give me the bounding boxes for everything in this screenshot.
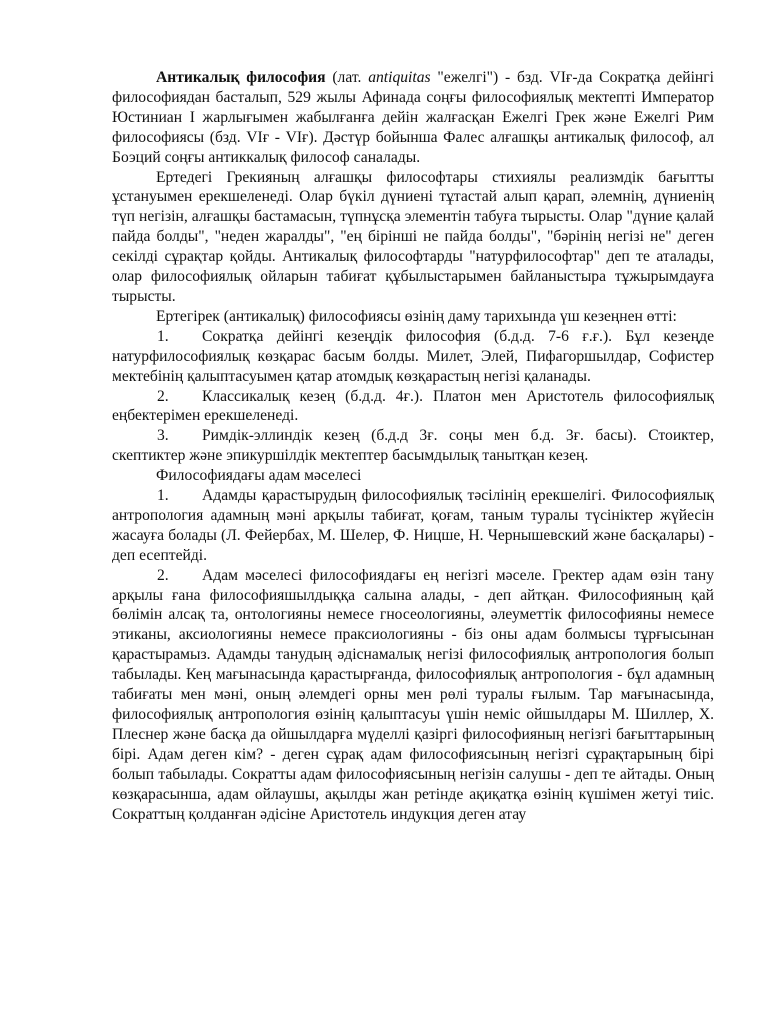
section-heading: Философиядағы адам мәселесі xyxy=(156,467,362,485)
list-item-stage-3 xyxy=(112,426,714,466)
paragraph-three-stages: Ертегірек (антикалық) философиясы өзінің даму тарихында үш кезеңнен өтті: xyxy=(156,307,677,325)
intro-paragraph xyxy=(112,68,714,168)
intro-rest: "ежелгі") - бзд. VIғ-да Сократқа дейінгі философиядан басталып, 529 жылы Афинада соңғы философиялық мектепті Император Юстиниан I жарлығымен жабылғанға дейін жалғасқан Ежелгі Грек және Ежелгі Рим философиясы (бзд. VIғ - VIғ). Дәстүр бойынша Фалес алғашқы антикалық философ, ал Боэций соңғы антиккалық философ саналады. xyxy=(112,69,714,166)
list-item-topic-1 xyxy=(112,486,714,566)
list-text: Адам мәселесі философиядағы ең негізгі мәселе. Гректер адам өзін тану арқылы ғана философияшылдыққа салына алады, - деп айтқан. Философияның қай бөлімін алсақ та, онтологияны немесе гносеологияны, әлеуметтік философияны немесе этиканы, аксиологияны немесе праксиологияны - біз оны адам болмысы тұрғысынан қарастырамыз. Адамды танудың әдіснамалық негізі философиялық антропология болып табылады. Кең мағынасында қарастырғанда, философиялық антропология - бұл адамның табиғаты мен мәні, оның әлемдегі орны мен рөлі туралы ғылым. Тар мағынасында, философиялық антропология өзінің қалыптасуы үшін неміс ойшылдары М. Шиллер, Х. Плеснер және басқа да ойшылдарға мүделлі қазіргі философияның негізгі бағыттарының бірі. Адам деген кім? - деген сұрақ адам философиясының негізгі сұрақтарының бірі болып табылады. Сократты адам философиясының негізін салушы - деп те айтады. Оның көзқарасынша, адам ойлаушы, ақылды жан ретінде ақиқатқа өзінің күшімен жетуі тиіс. Сократтың қолданған әдісіне Аристотель индукция деген атау xyxy=(112,566,714,823)
list-item-stage-1 xyxy=(112,327,714,387)
list-item-stage-2 xyxy=(112,387,714,427)
list-text: Сократқа дейінгі кезеңдік философия (б.д.д. 7-6 ғ.ғ.). Бұл кезеңде натурфилософиялық көзқарас басым болды. Милет, Элей, Пифагоршылдар, Софистер мектебінің қалыптасуымен қатар атомдық көзқарастың негізі қаланады. xyxy=(112,327,714,385)
list-number: 1. xyxy=(157,327,169,345)
list-item-topic-2 xyxy=(112,566,714,825)
list-text: Адамды қарастырудың философиялық тәсілінің ерекшелігі. Философиялық антропология адамның мәні арқылы табиғат, қоғам, таным туралы түсініктер жүйесін жасауға болады (Л. Фейербах, М. Шелер, Ф. Ницше, Н. Чернышевский және басқалары) - деп есептейді. xyxy=(112,487,714,564)
latin-prefix: (лат. xyxy=(325,69,369,86)
list-text: Римдік-эллиндік кезең (б.д.д 3ғ. соңы мен б.д. 3ғ. басы). Стоиктер, скептиктер және эпикуршілдік мектептер басымдылық танытқан кезең. xyxy=(112,427,714,465)
list-number: 1. xyxy=(157,487,169,505)
paragraph-early-greek: Ертедегі Грекияның алғашқы философтары стихиялы реализмдік бағытты ұстануымен ерекшеленеді. Олар бүкіл дүниені тұтастай алып қарап, әлемнің, дүниенің түп негізін, алғашқы бастамасын, түпнұсқа элементін табуға тырысты. Олар "дүние қалай пайда болды", "неден жаралды", "ең бірінші не пайда болды", "бәрінің негізі не" деген секілді сұрақтар қойды. Антикалық философтарды "натурфилософтар" деп те аталады, олар философиялық ойларын табиғат құбылыстарымен байланыстыра тұжырымдауға тырысты. xyxy=(112,168,714,305)
latin-word: antiquitas xyxy=(368,69,431,86)
list-number: 3. xyxy=(157,427,169,445)
list-text: Классикалық кезең (б.д.д. 4ғ.). Платон мен Аристотель философиялық еңбектерімен ерекшеленеді. xyxy=(112,387,714,425)
term-antique-philosophy: Антикалық философия xyxy=(156,69,326,86)
list-number: 2. xyxy=(157,387,169,405)
list-number: 2. xyxy=(157,566,169,584)
